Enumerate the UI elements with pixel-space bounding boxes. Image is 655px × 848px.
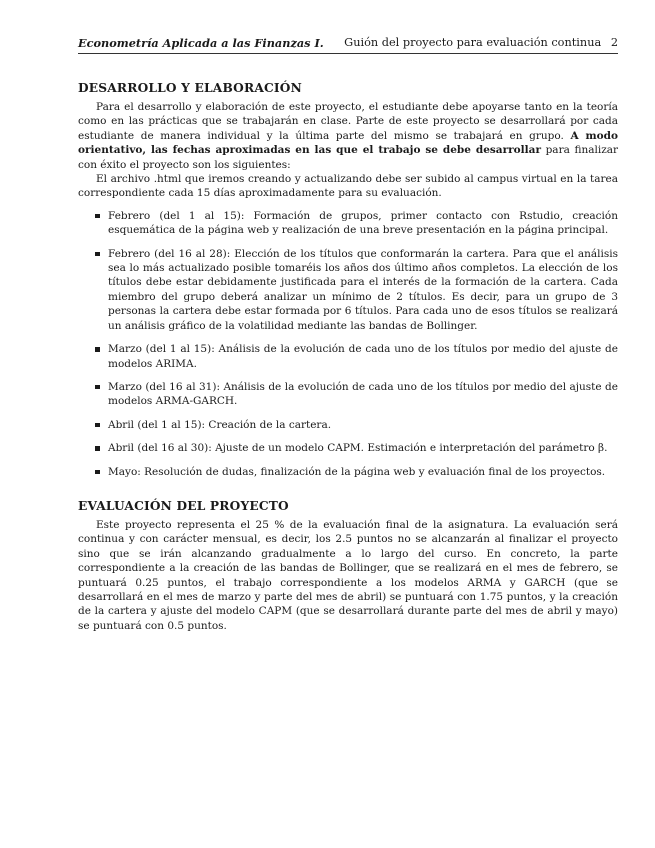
list-item-text: Febrero (del 16 al 28): Elección de los títulos que conformarán la cartera. Para que el análisis sea lo más actualizado posible tomaréis los años dos último años completos. La elección de los títulos debe estar debidamente justificada para el interés de la formación de la cartera. Cada miembro del grupo deberá analizar un mínimo de 2 títulos. Es decir, para un grupo de 3 personas la cartera debe estar formada por 6 títulos. Para cada uno de esos títulos se realizará un análisis gráfico de la volatilidad mediante las bandas de Bollinger. — [108, 247, 618, 332]
list-item-text: Febrero (del 1 al 15): Formación de grupos, primer contacto con Rstudio, creación esquemática de la página web y realización de una breve presentación en la página principal. — [108, 209, 618, 237]
bullet-icon — [95, 252, 100, 257]
bullet-icon — [95, 446, 100, 451]
list-item — [78, 380, 618, 409]
list-item-text: Marzo (del 16 al 31): Análisis de la evolución de cada uno de los títulos por medio del ajuste de modelos ARMA-GARCH. — [108, 380, 618, 408]
intro-text-end: para finalizar con éxito el proyecto son los siguientes: — [78, 144, 619, 171]
upload-paragraph: El archivo .html que iremos creando y actualizando debe ser subido al campus virtual en la tarea correspondiente cada 15 días aproximadamente para su evaluación. — [78, 173, 618, 200]
main-content — [78, 80, 618, 633]
list-item-text: Marzo (del 1 al 15): Análisis de la evolución de cada uno de los títulos por medio del ajuste de modelos ARIMA. — [108, 343, 618, 370]
evaluation-paragraph: Este proyecto representa el 25 % de la evaluación final de la asignatura. La evaluación será continua y con carácter mensual, es decir, los 2.5 puntos no se alcanzarán al finalizar el proyecto sino que se irán alcanzando gradualmente a lo largo del curso. En concreto, la parte correspondiente a la creación de las bandas de Bollinger, que se realizará en el mes de febrero, se puntuará 0.25 puntos, el trabajo correspondiente a los modelos ARMA y GARCH (que se desarrollará en el mes de marzo y parte del mes de abril) se puntuará con 1.75 puntos, y la creación de la cartera y ajuste del modelo CAPM (que se desarrollará durante parte del mes de abril y mayo) se puntuará con 0.5 puntos. — [78, 518, 618, 632]
bullet-icon — [95, 470, 100, 475]
document-title: Guión del proyecto para evaluación continua — [344, 36, 602, 49]
list-item — [78, 209, 618, 238]
header-right — [338, 36, 618, 50]
page-number: 2 — [610, 36, 618, 49]
list-item — [78, 418, 618, 432]
bullet-icon — [95, 423, 100, 428]
list-item-text: Abril (del 1 al 15): Creación de la cartera. — [108, 418, 332, 431]
evaluation-section — [78, 498, 618, 633]
list-item — [78, 342, 618, 371]
list-item — [78, 247, 618, 333]
running-header — [78, 36, 618, 54]
bullet-icon — [95, 385, 100, 390]
course-title: Econometría Aplicada a las Finanzas I. — [78, 36, 324, 50]
bullet-icon — [95, 347, 100, 352]
section-heading-development: DESARROLLO Y ELABORACIÓN — [78, 81, 302, 95]
list-item — [78, 465, 618, 479]
list-item-text: Mayo: Resolución de dudas, finalización de la página web y evaluación final de los proyectos. — [108, 465, 606, 478]
intro-paragraph — [78, 100, 618, 172]
section-heading-evaluation: EVALUACIÓN DEL PROYECTO — [78, 498, 289, 513]
intro-text-start: Para el desarrollo y elaboración de este proyecto, el estudiante debe apoyarse tanto en la teoría como en las prácticas que se trabajarán en clase. Parte de este proyecto se desarrollará por cada estudiante de manera individual y la última parte del mismo se trabajará en grupo. — [78, 101, 618, 142]
list-item — [78, 441, 618, 455]
schedule-list — [78, 209, 618, 479]
list-item-text: Abril (del 16 al 30): Ajuste de un modelo CAPM. Estimación e interpretación del parámetro β. — [108, 442, 608, 455]
intro-bold-text: A modo orientativo, las fechas aproximadas en las que el trabajo se debe desarrollar — [78, 129, 618, 157]
bullet-icon — [95, 214, 100, 219]
